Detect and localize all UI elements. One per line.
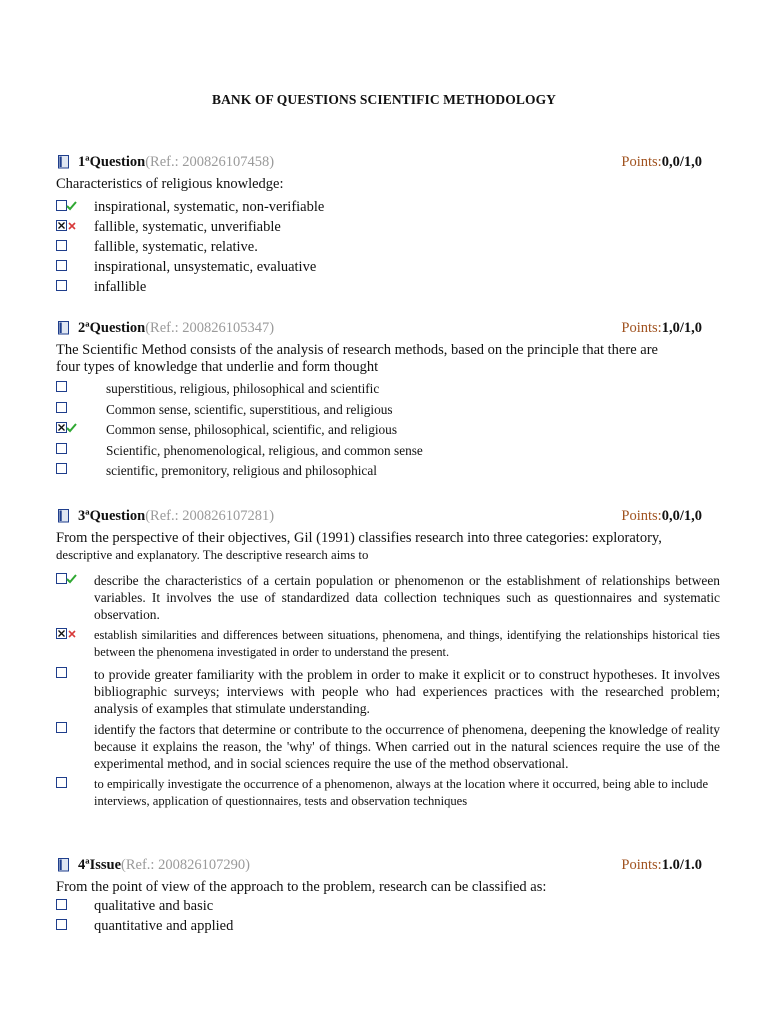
option-1[interactable]: inspirational, systematic, non-verifiable bbox=[56, 199, 720, 219]
option-5[interactable]: to empirically investigate the occurrence of a phenomenon, always at the location where it occurred, being able to include interviews, application of questionnaires, tests and observation techniques bbox=[56, 776, 720, 810]
checkbox-correct-icon[interactable] bbox=[56, 200, 82, 214]
checkbox-wrong-icon[interactable] bbox=[56, 628, 82, 642]
checkbox-icon[interactable] bbox=[56, 777, 82, 791]
document-icon bbox=[58, 155, 70, 169]
option-3[interactable]: fallible, systematic, relative. bbox=[56, 239, 720, 259]
option-4[interactable]: Scientific, phenomenological, religious, and common sense bbox=[56, 442, 720, 463]
question-header bbox=[56, 508, 720, 528]
question-2 bbox=[56, 320, 720, 483]
document-icon bbox=[58, 858, 70, 872]
checkbox-icon[interactable] bbox=[56, 443, 82, 457]
option-2[interactable]: quantitative and applied bbox=[56, 918, 720, 938]
points: Points:1,0/1,0 bbox=[621, 320, 702, 336]
question-header bbox=[56, 857, 720, 877]
checkbox-icon[interactable] bbox=[56, 919, 82, 933]
question-header bbox=[56, 320, 720, 340]
points: Points:0,0/1,0 bbox=[621, 508, 702, 524]
checkbox-wrong-icon[interactable] bbox=[56, 220, 82, 234]
checkbox-icon[interactable] bbox=[56, 280, 82, 294]
checkbox-icon[interactable] bbox=[56, 722, 82, 736]
page-title: BANK OF QUESTIONS SCIENTIFIC METHODOLOGY bbox=[211, 92, 557, 107]
question-number: 4ªIssue(Ref.: 200826107290) bbox=[78, 857, 250, 873]
question-number: 1ªQuestion(Ref.: 200826107458) bbox=[78, 154, 275, 170]
question-ref: (Ref.: 200826105347) bbox=[145, 320, 275, 336]
question-text: Characteristics of religious knowledge: bbox=[56, 176, 284, 192]
question-ref: (Ref.: 200826107290) bbox=[121, 857, 250, 873]
option-3[interactable]: to provide greater familiarity with the problem in order to make it explicit or to construct hypotheses. It involves bibliographic surveys; interviews with people who had experiences practices with the researched problem; analysis of examples that stimulate understanding. bbox=[56, 666, 720, 717]
question-4 bbox=[56, 857, 720, 938]
checkbox-icon[interactable] bbox=[56, 463, 82, 477]
option-1[interactable]: describe the characteristics of a certain population or phenomenon or the establishment of relationships between variables. It involves the use of standardized data collection techniques such as questionnaires and systematic observation. bbox=[56, 572, 720, 623]
question-ref: (Ref.: 200826107281) bbox=[145, 508, 275, 524]
points: Points:1.0/1.0 bbox=[621, 857, 702, 873]
question-text: From the point of view of the approach to the problem, research can be classified as: bbox=[56, 879, 547, 895]
option-2[interactable]: Common sense, scientific, superstitious, and religious bbox=[56, 401, 720, 422]
checkbox-correct-icon[interactable] bbox=[56, 573, 82, 587]
question-number: 2ªQuestion(Ref.: 200826105347) bbox=[78, 320, 275, 336]
option-5[interactable]: infallible bbox=[56, 279, 720, 299]
points-value: 1,0/1,0 bbox=[661, 320, 702, 336]
checkbox-icon[interactable] bbox=[56, 240, 82, 254]
option-4[interactable]: inspirational, unsystematic, evaluative bbox=[56, 259, 720, 279]
option-4[interactable]: identify the factors that determine or contribute to the occurrence of phenomena, deepening the knowledge of reality because it explains the reason, the 'why' of things. When carried out in the natural sciences require the use of the experimental method, and in social sciences require the use of the method observational. bbox=[56, 721, 720, 772]
option-1[interactable]: superstitious, religious, philosophical and scientific bbox=[56, 380, 720, 401]
question-1 bbox=[56, 154, 720, 299]
checkbox-icon[interactable] bbox=[56, 667, 82, 681]
question-header bbox=[56, 154, 720, 174]
option-3[interactable]: Common sense, philosophical, scientific, and religious bbox=[56, 421, 720, 442]
question-3 bbox=[56, 508, 720, 810]
points: Points:0,0/1,0 bbox=[621, 154, 702, 170]
checkbox-icon[interactable] bbox=[56, 899, 82, 913]
points-value: 0,0/1,0 bbox=[661, 154, 702, 170]
checkbox-icon[interactable] bbox=[56, 402, 82, 416]
option-2[interactable]: fallible, systematic, unverifiable bbox=[56, 219, 720, 239]
option-5[interactable]: scientific, premonitory, religious and philosophical bbox=[56, 462, 720, 483]
document-icon bbox=[58, 321, 70, 335]
checkbox-icon[interactable] bbox=[56, 260, 82, 274]
checkbox-selected-correct-icon[interactable] bbox=[56, 422, 82, 436]
option-2[interactable]: establish similarities and differences between situations, phenomena, and things, identifying the relationships historical ties between the phenomena investigated in order to understand the present. bbox=[56, 627, 720, 661]
question-text: The Scientific Method consists of the analysis of research methods, based on the principle that there are four types of knowledge that underlie and form thought bbox=[56, 342, 658, 375]
question-text: From the perspective of their objectives, Gil (1991) classifies research into three categories: exploratory, descriptive and explanatory. The descriptive research aims to bbox=[56, 530, 662, 562]
question-number: 3ªQuestion(Ref.: 200826107281) bbox=[78, 508, 275, 524]
points-value: 0,0/1,0 bbox=[661, 508, 702, 524]
points-value: 1.0/1.0 bbox=[661, 857, 702, 873]
question-ref: (Ref.: 200826107458) bbox=[145, 154, 275, 170]
option-1[interactable]: qualitative and basic bbox=[56, 898, 720, 918]
document-icon bbox=[58, 509, 70, 523]
checkbox-icon[interactable] bbox=[56, 381, 82, 395]
